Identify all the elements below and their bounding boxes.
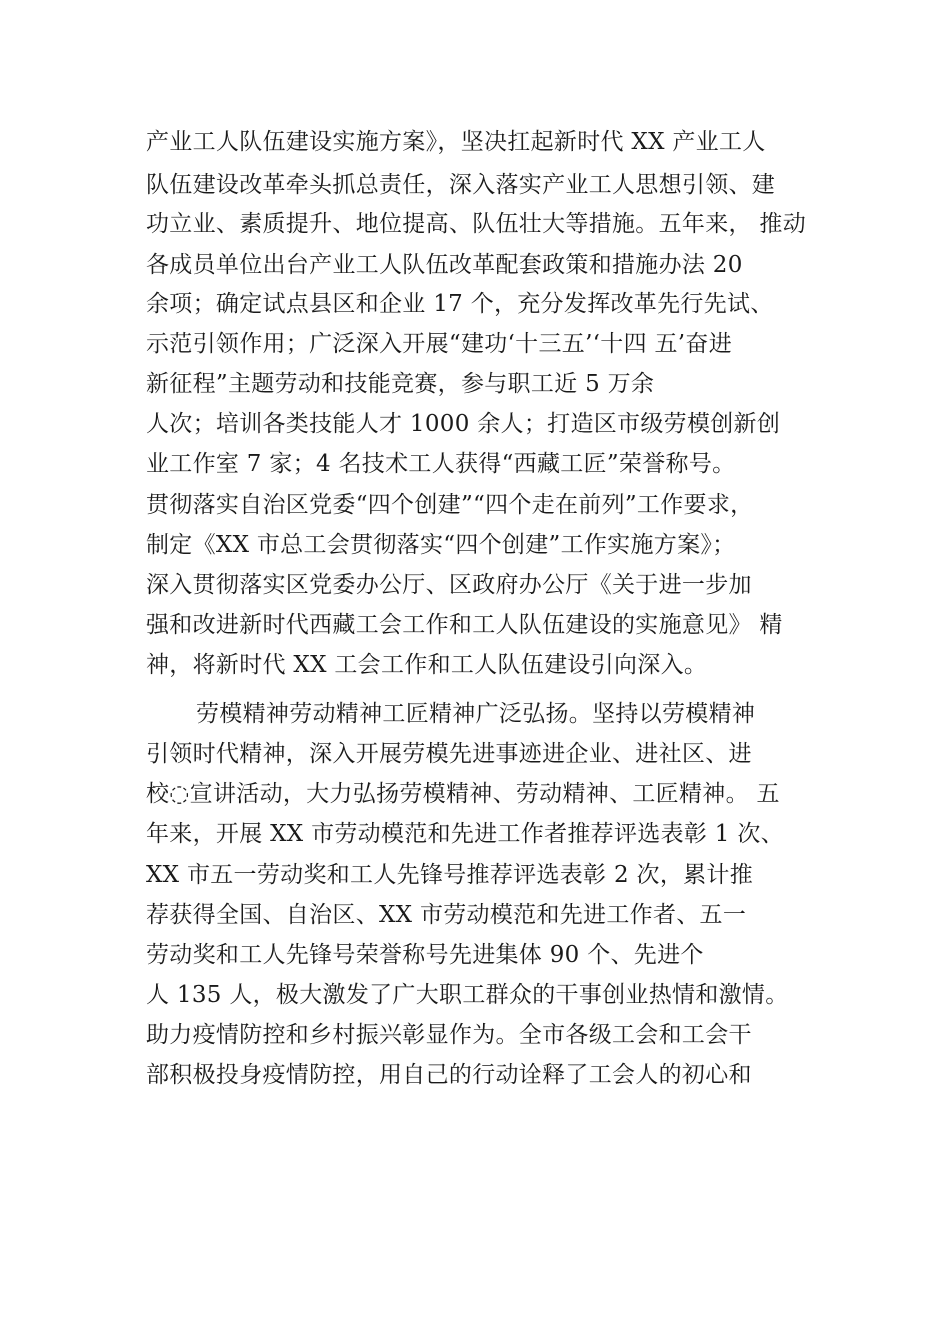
text-line: 业工作室 7 家；4 名技术工人获得“西藏工匠”荣誉称号。 <box>146 451 736 477</box>
text-line: 示范引领作用；广泛深入开展“建功‘十三五’‘十四 五’奋进 <box>146 331 733 357</box>
text-line: 制定《XX 市总工会贯彻落实“四个创建”工作实施方案》； <box>146 532 736 558</box>
text-line: XX 市五一劳动奖和工人先锋号推荐评选表彰 2 次，累计推 <box>146 862 754 888</box>
text-line: 劳动奖和工人先锋号荣誉称号先进集体 90 个、先进个 <box>146 942 704 968</box>
text-line: 产业工人队伍建设实施方案》，坚决扛起新时代 XX 产业工人 <box>146 129 766 155</box>
text-line: 年来，开展 XX 市劳动模范和先进工作者推荐评选表彰 1 次、 <box>146 821 784 847</box>
text-line: 神，将新时代 XX 工会工作和工人队伍建设引向深入。 <box>146 652 708 678</box>
text-line: 新征程”主题劳动和技能竞赛，参与职工近 5 万余 <box>146 371 655 397</box>
text-line: 各成员单位出台产业工人队伍改革配套政策和措施办法 20 <box>146 252 743 278</box>
text-line: 人次；培训各类技能人才 1000 余人；打造区市级劳模创新创 <box>146 411 781 437</box>
text-line: 余项；确定试点县区和企业 17 个，充分发挥改革先行先试、 <box>146 291 774 317</box>
text-line: 人 135 人，极大激发了广大职工群众的干事创业热情和激情。 <box>146 982 789 1008</box>
text-line: 功立业、素质提升、地位提高、队伍壮大等措施。五年来， 推动 <box>146 211 807 237</box>
text-line: 校◌宣讲活动，大力弘扬劳模精神、劳动精神、工匠精神。 五 <box>146 781 780 807</box>
text-line: 荐获得全国、自治区、XX 市劳动模范和先进工作者、五一 <box>146 902 747 928</box>
paragraph-first-line: 劳模精神劳动精神工匠精神广泛弘扬。坚持以劳模精神 <box>196 701 756 727</box>
text-line: 引领时代精神，深入开展劳模先进事迹进企业、进社区、进 <box>146 741 752 767</box>
text-line: 助力疫情防控和乡村振兴彰显作为。全市各级工会和工会干 <box>146 1022 752 1048</box>
text-line: 强和改进新时代西藏工会工作和工人队伍建设的实施意见》 精 <box>146 612 783 638</box>
text-line: 部积极投身疫情防控，用自己的行动诠释了工会人的初心和 <box>146 1062 752 1088</box>
text-line: 深入贯彻落实区党委办公厅、区政府办公厅《关于进一步加 <box>146 572 752 598</box>
text-line: 贯彻落实自治区党委“四个创建”“四个走在前列”工作要求， <box>146 492 754 518</box>
text-line: 队伍建设改革牵头抓总责任，深入落实产业工人思想引领、建 <box>146 172 776 198</box>
